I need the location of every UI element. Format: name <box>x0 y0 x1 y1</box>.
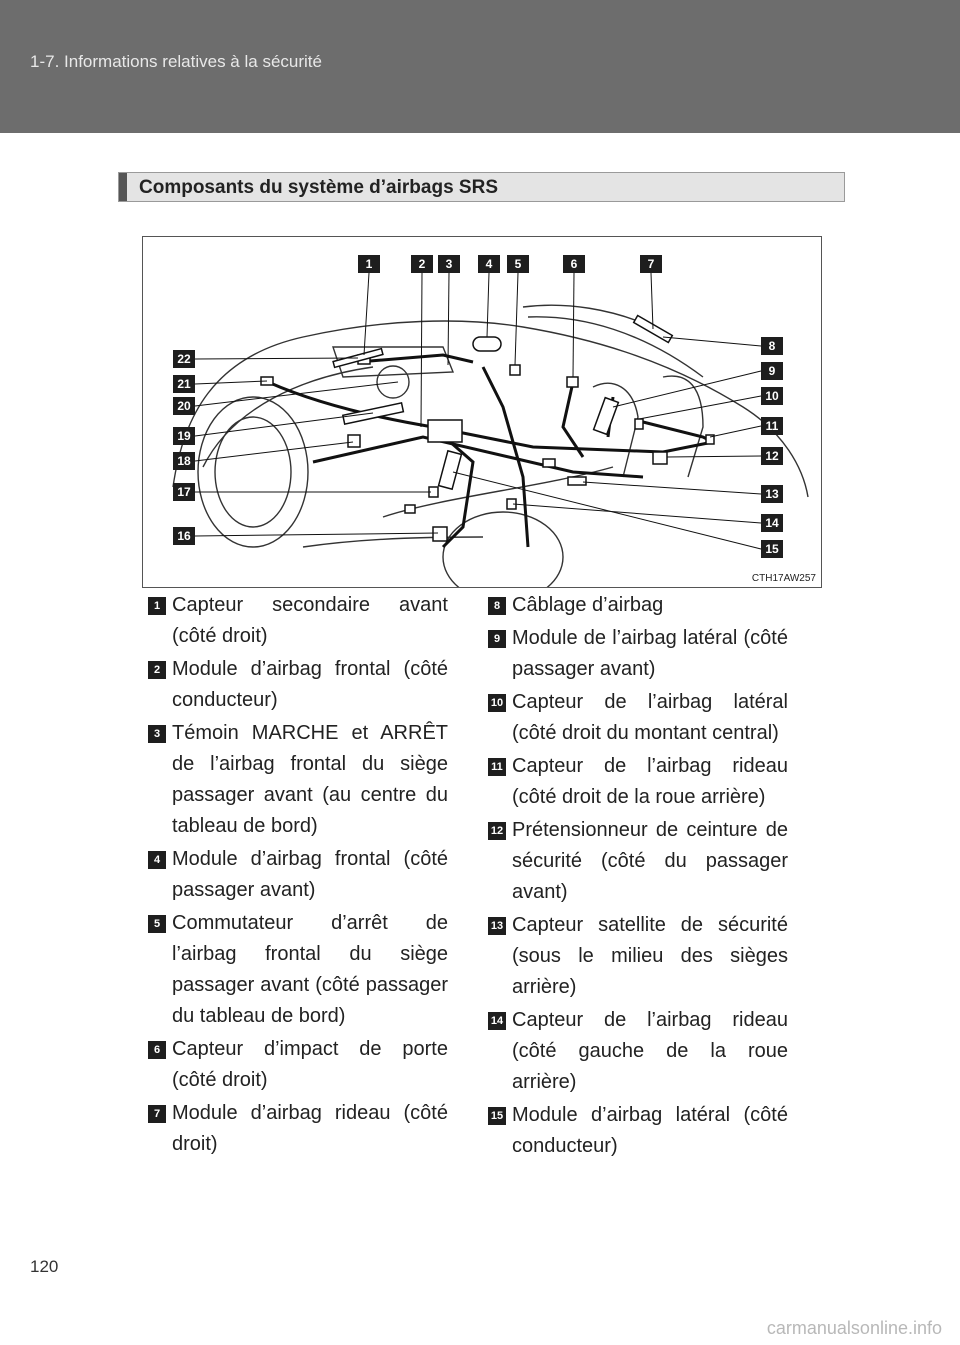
leader-line-20 <box>195 382 398 406</box>
component-number-badge: 10 <box>488 694 506 712</box>
component-item-4 <box>148 844 448 906</box>
diagram-badge-18 <box>173 452 195 470</box>
diagram-badge-20 <box>173 397 195 415</box>
component-number-badge: 15 <box>488 1107 506 1125</box>
section-title: Composants du système d’airbags SRS <box>139 177 498 198</box>
leader-line-14 <box>513 504 761 523</box>
diagram-badge-9 <box>761 362 783 380</box>
diagram-badge-number: 16 <box>177 529 191 543</box>
diagram-badge-5 <box>507 255 529 273</box>
component-item-1 <box>148 590 448 652</box>
leader-line-1 <box>364 273 369 355</box>
component-list-right <box>488 590 788 1164</box>
leader-line-12 <box>667 456 761 457</box>
component-list-left <box>148 590 448 1162</box>
watermark: carmanualsonline.info <box>766 1318 942 1338</box>
leader-line-3 <box>448 273 449 365</box>
diagram-badge-6 <box>563 255 585 273</box>
diagram-badge-number: 13 <box>765 487 779 501</box>
diagram-badge-number: 7 <box>647 257 655 271</box>
leader-line-16 <box>195 533 438 536</box>
airbag-components-diagram <box>142 236 822 588</box>
number-badges <box>173 255 783 558</box>
diagram-badge-number: 19 <box>177 429 191 443</box>
diagram-badge-2 <box>411 255 433 273</box>
diagram-badge-21 <box>173 375 195 393</box>
component-number-badge: 8 <box>488 597 506 615</box>
diagram-badge-number: 18 <box>177 454 191 468</box>
component-item-6 <box>148 1034 448 1096</box>
diagram-code: CTH17AW257 <box>751 573 816 584</box>
diagram-badge-number: 22 <box>177 352 191 366</box>
diagram-badge-4 <box>478 255 500 273</box>
component-number-badge: 3 <box>148 725 166 743</box>
component-description: Câblage d’airbag <box>512 594 664 616</box>
component-item-10 <box>488 687 788 749</box>
component-item-8 <box>488 590 788 621</box>
component-description: Prétensionneur de ceinture de sécurité (côté du passager avant) <box>512 819 788 903</box>
diagram-badge-number: 1 <box>365 257 373 271</box>
diagram-badge-number: 14 <box>765 516 779 530</box>
component-description: Commutateur d’arrêt de l’airbag frontal du siège passager avant (côté passager du tableau de bord) <box>172 912 448 1027</box>
component-item-12 <box>488 815 788 908</box>
diagram-badge-16 <box>173 527 195 545</box>
leader-line-22 <box>195 358 358 359</box>
diagram-badge-7 <box>640 255 662 273</box>
diagram-badge-number: 8 <box>768 339 776 353</box>
diagram-badge-14 <box>761 514 783 532</box>
component-description: Capteur de l’airbag rideau (côté droit de la roue arrière) <box>512 755 788 808</box>
component-number-badge: 4 <box>148 851 166 869</box>
component-description: Témoin MARCHE et ARRÊT de l’airbag frontal du siège passager avant (au centre du tableau de bord) <box>172 722 448 837</box>
leader-line-7 <box>651 273 653 329</box>
component-number-badge: 9 <box>488 630 506 648</box>
breadcrumb: 1-7. Informations relatives à la sécurité <box>30 52 322 71</box>
component-description: Capteur secondaire avant (côté droit) <box>172 594 448 647</box>
leader-line-4 <box>487 273 489 337</box>
diagram-badge-3 <box>438 255 460 273</box>
airbag-wiring <box>268 355 713 547</box>
component-number-badge: 6 <box>148 1041 166 1059</box>
diagram-badge-10 <box>761 387 783 405</box>
diagram-badge-number: 17 <box>177 485 191 499</box>
component-item-2 <box>148 654 448 716</box>
component-number-badge: 14 <box>488 1012 506 1030</box>
page-header <box>0 0 960 133</box>
diagram-badge-15 <box>761 540 783 558</box>
diagram-badge-number: 12 <box>765 449 779 463</box>
leader-line-13 <box>583 482 761 494</box>
diagram-badge-number: 2 <box>418 257 426 271</box>
component-number-badge: 13 <box>488 917 506 935</box>
component-description: Module d’airbag frontal (côté conducteur) <box>172 658 448 711</box>
section-title-bar <box>119 173 127 201</box>
diagram-badge-13 <box>761 485 783 503</box>
leader-lines <box>195 273 761 549</box>
diagram-badge-number: 15 <box>765 542 779 556</box>
diagram-badge-19 <box>173 427 195 445</box>
section-title-box <box>118 172 845 202</box>
diagram-badge-number: 10 <box>765 389 779 403</box>
diagram-badge-number: 5 <box>514 257 522 271</box>
component-item-7 <box>148 1098 448 1160</box>
component-item-13 <box>488 910 788 1003</box>
diagram-badge-12 <box>761 447 783 465</box>
diagram-badge-number: 11 <box>765 419 779 433</box>
component-number-badge: 2 <box>148 661 166 679</box>
component-number-badge: 7 <box>148 1105 166 1123</box>
leader-line-8 <box>663 337 761 346</box>
diagram-badge-number: 4 <box>485 257 493 271</box>
component-number-badge: 5 <box>148 915 166 933</box>
component-description: Module de l’airbag latéral (côté passager avant) <box>512 627 788 680</box>
component-description: Capteur d’impact de porte (côté droit) <box>172 1038 448 1091</box>
leader-line-6 <box>573 273 574 377</box>
component-description: Capteur de l’airbag rideau (côté gauche de la roue arrière) <box>512 1009 788 1093</box>
airbag-components <box>261 316 714 541</box>
leader-line-5 <box>515 273 518 365</box>
diagram-badge-number: 3 <box>445 257 453 271</box>
component-item-15 <box>488 1100 788 1162</box>
page-number: 120 <box>30 1257 59 1276</box>
component-description: Capteur satellite de sécurité (sous le milieu des sièges arrière) <box>512 914 788 998</box>
component-description: Module d’airbag rideau (côté droit) <box>172 1102 448 1155</box>
component-item-3 <box>148 718 448 842</box>
diagram-badge-17 <box>173 483 195 501</box>
component-item-11 <box>488 751 788 813</box>
component-number-badge: 1 <box>148 597 166 615</box>
component-item-5 <box>148 908 448 1032</box>
leader-line-11 <box>710 426 761 437</box>
component-description: Module d’airbag latéral (côté conducteur) <box>512 1104 788 1157</box>
diagram-badge-22 <box>173 350 195 368</box>
leader-line-21 <box>195 381 267 384</box>
diagram-badge-number: 21 <box>177 377 191 391</box>
component-description: Capteur de l’airbag latéral (côté droit du montant central) <box>512 691 788 744</box>
diagram-badge-8 <box>761 337 783 355</box>
component-number-badge: 12 <box>488 822 506 840</box>
diagram-badge-1 <box>358 255 380 273</box>
diagram-badge-number: 6 <box>570 257 578 271</box>
component-description: Module d’airbag frontal (côté passager avant) <box>172 848 448 901</box>
diagram-badge-11 <box>761 417 783 435</box>
leader-line-2 <box>421 273 422 427</box>
component-item-14 <box>488 1005 788 1098</box>
diagram-badge-number: 9 <box>768 364 776 378</box>
car-illustration <box>143 237 822 588</box>
component-item-9 <box>488 623 788 685</box>
diagram-badge-number: 20 <box>177 399 191 413</box>
component-number-badge: 11 <box>488 758 506 776</box>
